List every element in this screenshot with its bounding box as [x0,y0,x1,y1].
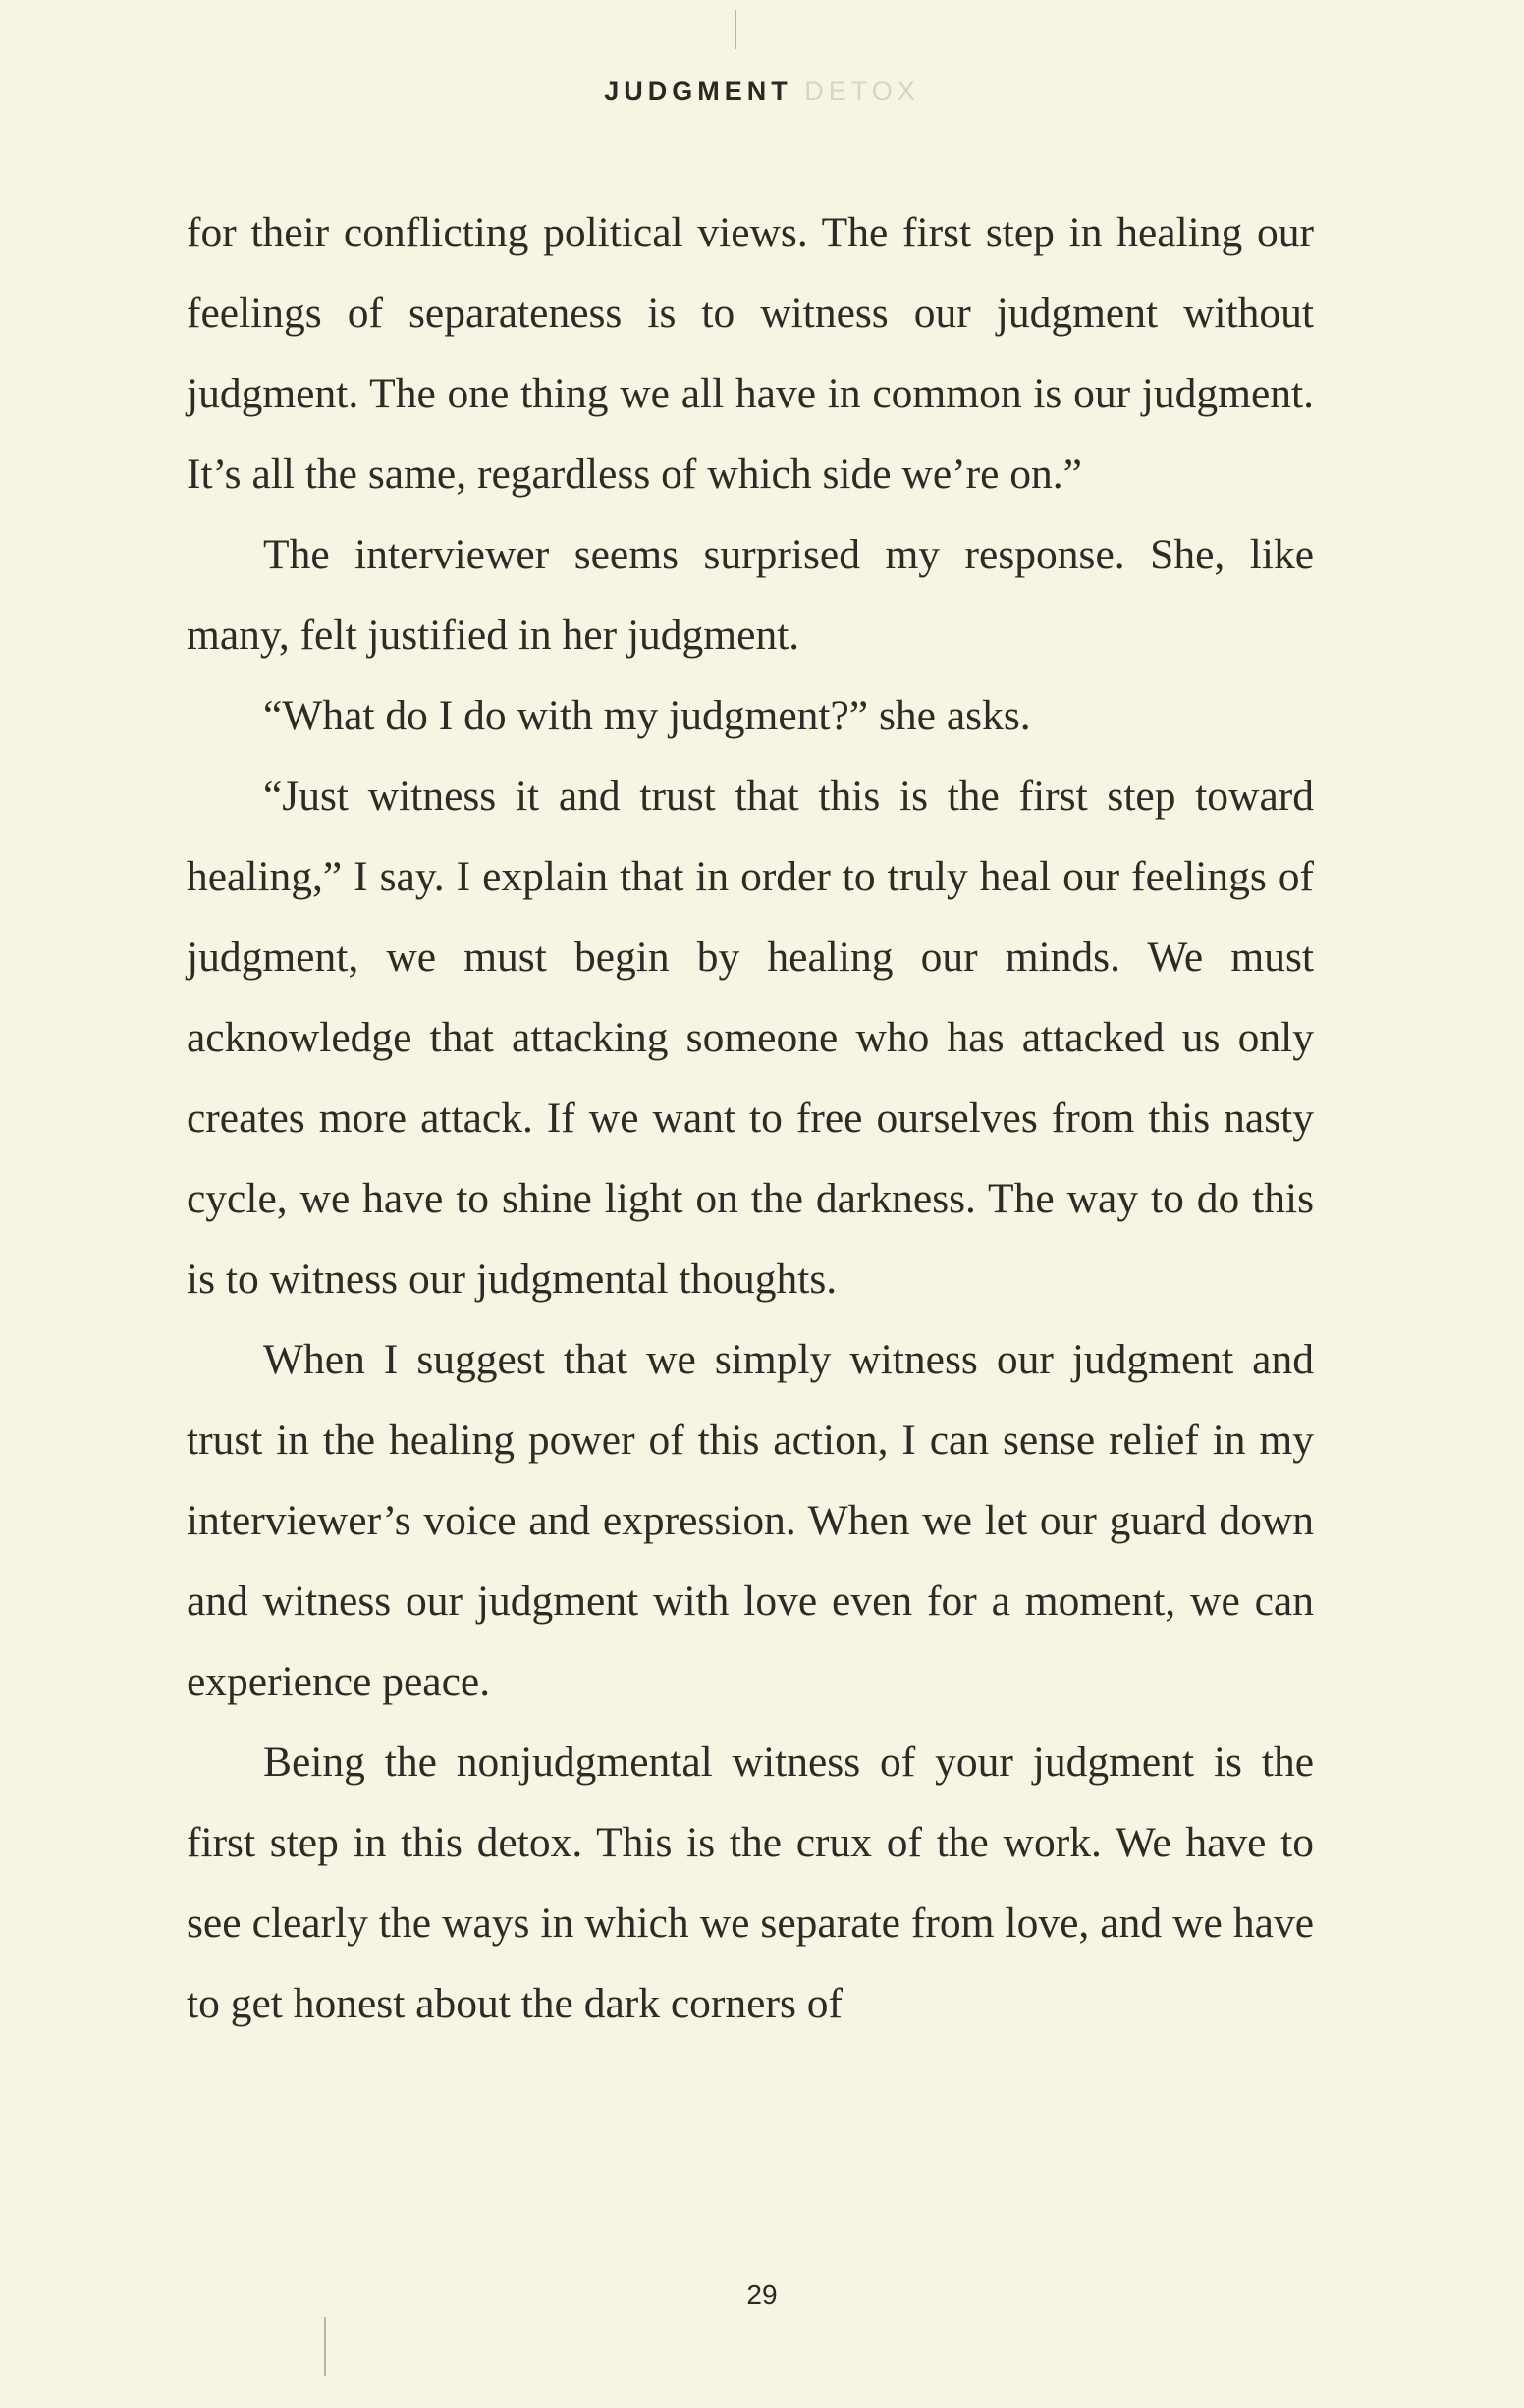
running-head-title-faded: DETOX [804,77,920,106]
paragraph-1: for their conflicting political views. The first step in healing our feelings of separateness is to witness our judgment without judgment. The one thing we all have in common is our judgment. It’s all the same, regardless of which side we’re on.” [187,209,1314,498]
body-text [187,192,1314,2044]
paragraph-6: Being the nonjudgmental witness of your judgment is the first step in this detox. This is the crux of the work. We have to see clearly the ways in which we separate from love, and we have to get honest about the dark corners of [187,1739,1314,2027]
paragraph-3: “What do I do with my judgment?” she asks. [263,692,1031,739]
running-head [0,77,1524,107]
paragraph-4: “Just witness it and trust that this is the first step toward healing,” I say. I explain that in order to truly heal our feelings of judgment, we must begin by healing our minds. We must acknowledge that attacking someone who has attacked us only creates more attack. If we want to free ourselves from this nasty cycle, we have to shine light on the darkness. The way to do this is to witness our judgmental thoughts. [187,773,1314,1303]
running-head-title: JUDGMENT [604,77,792,106]
scan-artifact-line [735,10,736,49]
scan-artifact-line [324,2317,326,2376]
paragraph-2: The interviewer seems surprised my response. She, like many, felt justified in her judgment. [187,531,1314,659]
paragraph-5: When I suggest that we simply witness our judgment and trust in the healing power of this action, I can sense relief in my interviewer’s voice and expression. When we let our guard down and witness our judgment with love even for a moment, we can experience peace. [187,1336,1314,1705]
page-number: 29 [746,2279,778,2310]
